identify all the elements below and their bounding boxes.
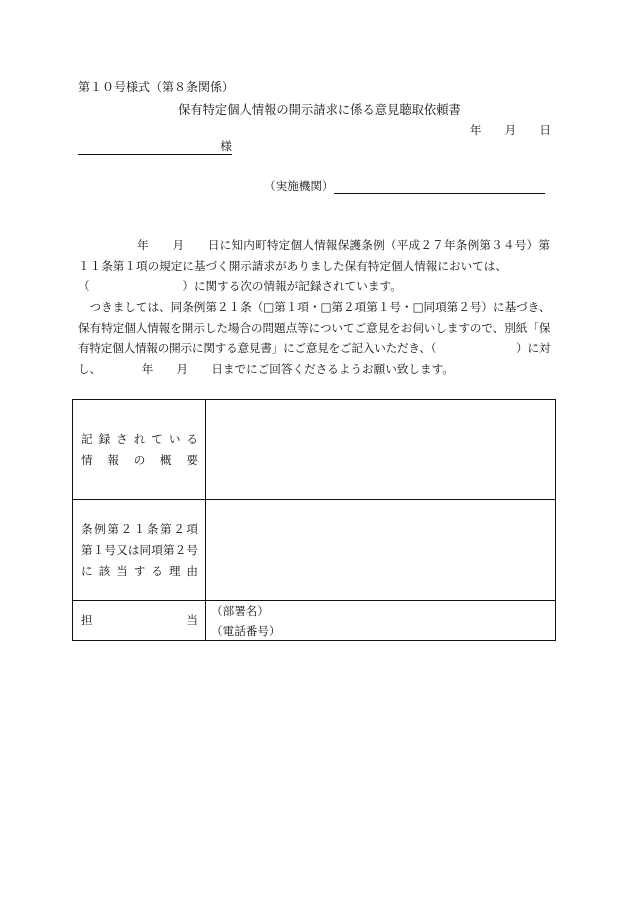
addressee-line <box>78 139 232 155</box>
agency-label: （実施機関） <box>264 179 334 193</box>
body-line: １１条第１項の規定に基づく開示請求がありました保有特定個人情報においては、 <box>78 258 507 273</box>
label-line: 第１号又は同項第２号 <box>81 542 198 557</box>
department-field: （部署名） <box>211 603 269 618</box>
addressee-suffix: 様 <box>220 139 232 153</box>
applicable-reason-value <box>206 500 555 600</box>
table-row-applicable-reason <box>73 499 555 600</box>
body-line: 保有特定個人情報を開示した場合の問題点等についてご意見をお伺いしますので、別紙「保 <box>78 320 550 335</box>
document-title: 保有特定個人情報の開示請求に係る意見聴取依頼書 <box>178 103 461 117</box>
table-row-record-summary <box>73 400 555 499</box>
record-summary-value <box>206 400 555 499</box>
body-line: し、 年 月 日までにご回答くださるようお願い致します。 <box>78 362 454 377</box>
body-line: 年 月 日に知内町特定個人情報保護条例（平成２７年条例第３４号）第 <box>78 238 550 252</box>
record-summary-label <box>73 400 206 499</box>
label-line: 記録されている <box>81 431 198 446</box>
request-body <box>78 235 550 380</box>
form-number: 第１０号様式（第８条関係） <box>78 80 235 94</box>
contact-label <box>73 601 206 640</box>
phone-field: （電話番号） <box>211 623 281 638</box>
agency-blank-line <box>334 179 545 194</box>
label-line: 担当 <box>81 613 198 627</box>
implementing-agency <box>264 179 545 194</box>
information-table <box>72 399 556 641</box>
label-line: 情報の概要 <box>81 452 198 467</box>
applicable-reason-label <box>73 500 206 600</box>
label-line: 条例第２１条第２項 <box>81 521 198 536</box>
body-line: 有特定個人情報の開示に関する意見書」にご意見をご記入いただき、（ ）に対 <box>78 341 550 356</box>
table-row-contact <box>73 600 555 640</box>
body-line: つきましては、同条例第２１条（□第１項・□第２項第１号・□同項第２号）に基づき、 <box>78 300 550 315</box>
label-line: に該当する理由 <box>81 563 198 578</box>
issue-date: 年 月 日 <box>469 123 551 137</box>
contact-value <box>206 601 555 640</box>
body-line: （ ）に関する次の情報が記録されています。 <box>78 279 402 294</box>
